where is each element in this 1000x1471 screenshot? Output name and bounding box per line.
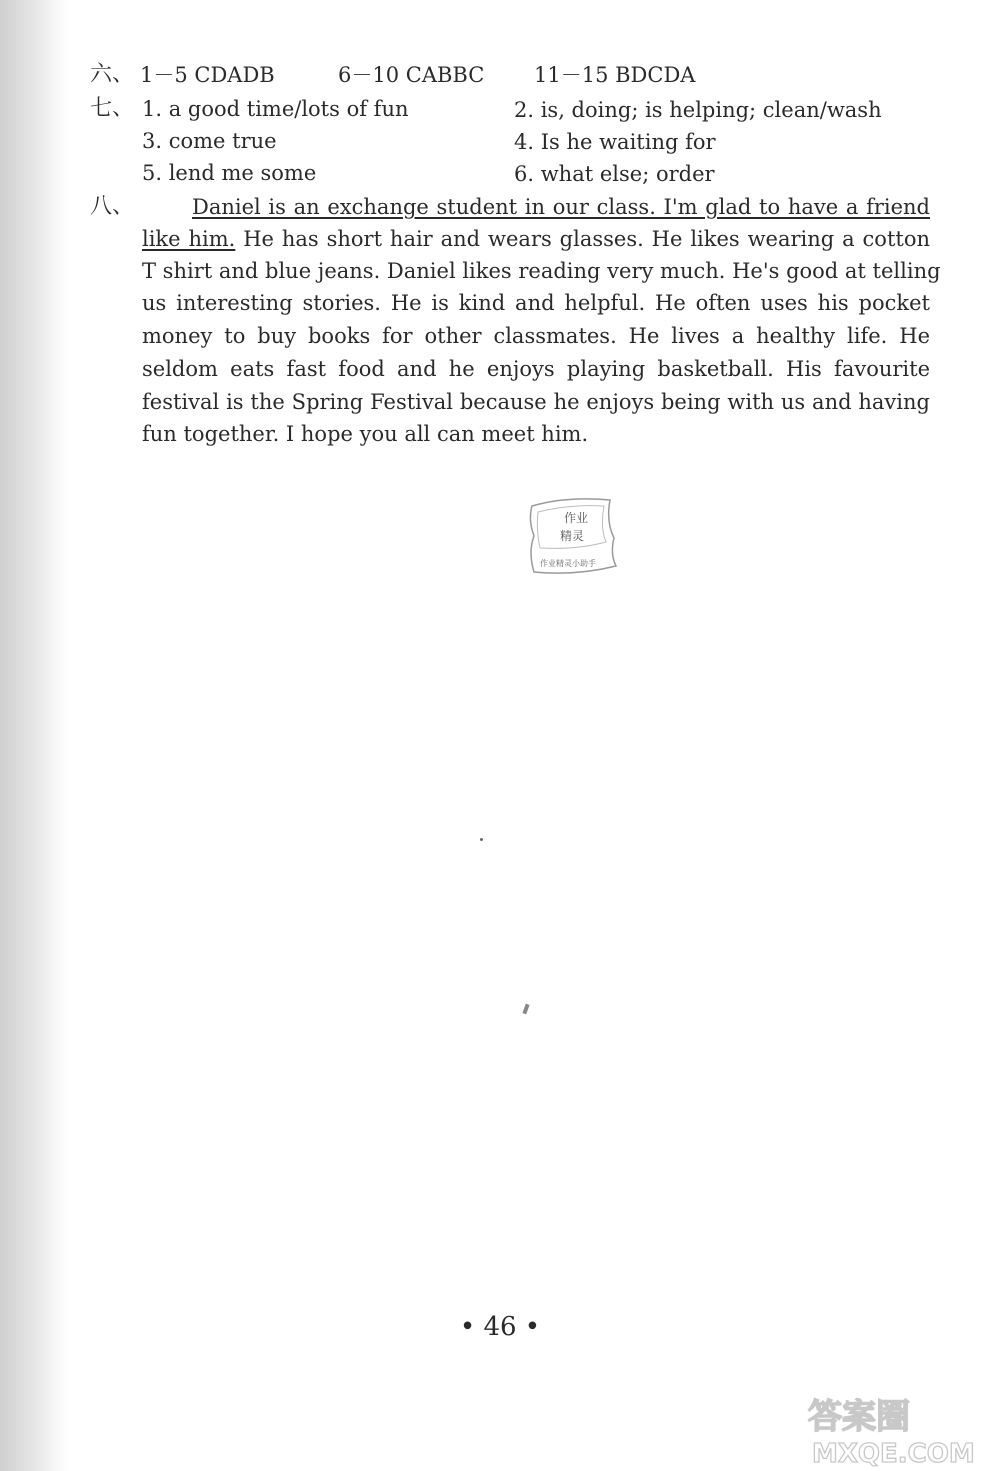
essay-line-1 bbox=[192, 194, 930, 220]
stamp-text-1: 作业 bbox=[564, 511, 589, 525]
essay-underlined-end: like him. bbox=[142, 227, 236, 251]
watermark-logo bbox=[790, 1388, 995, 1468]
section-eight-label: 八、 bbox=[90, 194, 135, 219]
section-six-group-3: 11－15 BDCDA bbox=[534, 63, 696, 87]
section-seven-item-1: 1. a good time/lots of fun bbox=[142, 97, 409, 121]
section-seven-item-3: 3. come true bbox=[142, 129, 277, 153]
section-six-label: 六、 bbox=[90, 62, 135, 87]
essay-line-3: T shirt and blue jeans. Daniel likes reading very much. He's good at telling bbox=[142, 259, 941, 283]
section-six-group-1: 1－5 CDADB bbox=[140, 63, 275, 87]
section-seven-item-4: 4. Is he waiting for bbox=[514, 130, 716, 154]
essay-underlined-sentence: Daniel is an exchange student in our class. I'm glad to have a friend bbox=[192, 195, 930, 219]
stamp-logo bbox=[526, 492, 618, 580]
essay-line-7: festival is the Spring Festival because he enjoys being with us and having bbox=[142, 390, 930, 414]
section-seven-item-2: 2. is, doing; is helping; clean/wash bbox=[514, 98, 882, 122]
essay-line-4: us interesting stories. He is kind and helpful. He often uses his pocket bbox=[142, 291, 930, 315]
essay-line-6: seldom eats fast food and he enjoys playing basketball. His favourite bbox=[142, 357, 930, 381]
section-seven-label: 七、 bbox=[90, 96, 135, 121]
section-six-group-2: 6－10 CABBC bbox=[338, 63, 485, 87]
section-seven-item-5: 5. lend me some bbox=[142, 161, 317, 185]
stamp-text-3: 作业精灵小助手 bbox=[540, 559, 596, 568]
essay-line-2 bbox=[142, 226, 930, 252]
page-number: • 46 • bbox=[459, 1312, 541, 1342]
watermark-title: 答案圈 bbox=[808, 1397, 910, 1437]
scan-speck bbox=[480, 838, 483, 841]
scan-edge-shadow bbox=[0, 0, 70, 1471]
scan-speck bbox=[522, 1004, 529, 1015]
watermark-url: MXQE.COM bbox=[812, 1439, 975, 1468]
section-seven-item-6: 6. what else; order bbox=[514, 162, 715, 186]
essay-line-8: fun together. I hope you all can meet him. bbox=[142, 422, 589, 446]
essay-line-2-rest: He has short hair and wears glasses. He likes wearing a cotton bbox=[235, 227, 931, 251]
stamp-text-2: 精灵 bbox=[560, 529, 585, 543]
essay-line-5: money to buy books for other classmates. He lives a healthy life. He bbox=[142, 324, 930, 348]
